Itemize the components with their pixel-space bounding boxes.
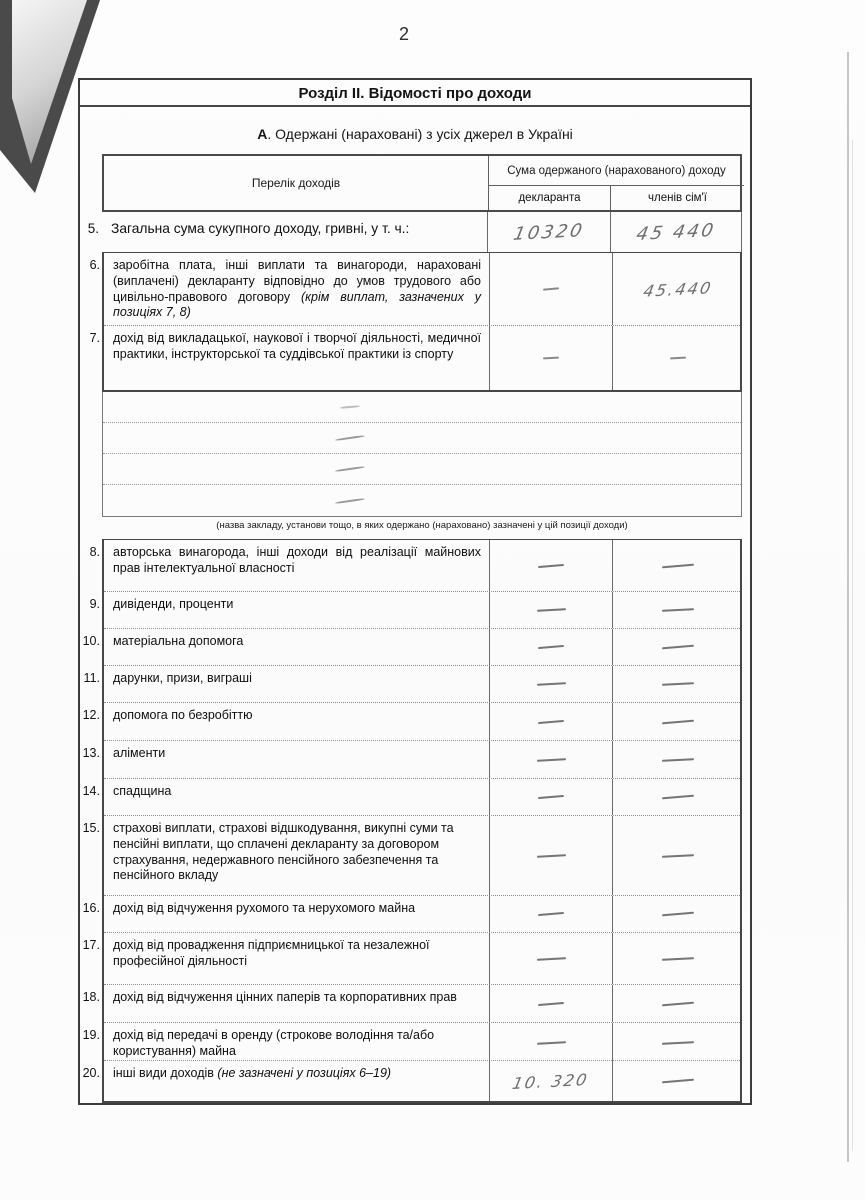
handwritten-amount: 10320 (511, 219, 587, 245)
row-description: дарунки, призи, виграші (113, 671, 252, 685)
handwritten-dash (661, 682, 693, 686)
handwritten-dash (661, 645, 693, 650)
handwritten-dash (661, 795, 693, 800)
handwritten-dash (335, 435, 365, 441)
row-description: дохід від провадження підприємницької та незалежної професійної діяльності (113, 938, 430, 968)
row-description: заробітна плата, інші виплати та винагороди, нараховані (виплачені) декларанту відповідно до умов трудового або цивільно-правового договору (крім виплат, зазначених у позиціях 7, 8) (113, 258, 481, 320)
handwritten-dash (538, 563, 564, 567)
income-row (82, 896, 740, 933)
declarant-value-cell (489, 896, 612, 932)
row-description: дохід від передачі в оренду (строкове володіння та/або користування) майна (113, 1028, 435, 1058)
declarant-value-cell (489, 592, 612, 628)
table-header (102, 154, 742, 212)
institution-blank-row (103, 454, 741, 485)
income-row (82, 985, 740, 1023)
declarant-value-cell (489, 741, 612, 778)
declarant-value-cell (489, 629, 612, 665)
row-number: 11. (83, 671, 100, 685)
income-row (82, 741, 740, 779)
handwritten-dash (538, 795, 564, 799)
family-value-cell (612, 896, 742, 932)
institution-blank-row (103, 392, 741, 423)
declarant-value-cell (489, 985, 612, 1022)
handwritten-dash (669, 357, 685, 359)
column-header-family: членів сім'ї (648, 192, 707, 204)
handwritten-dash (661, 1001, 693, 1006)
handwritten-dash (335, 466, 365, 472)
family-value-cell (612, 592, 742, 628)
family-value-cell (612, 985, 742, 1022)
income-row (82, 703, 740, 741)
handwritten-dash (536, 854, 565, 858)
income-row (89, 253, 740, 326)
handwritten-dash (538, 912, 564, 916)
row-description: матеріальна допомога (113, 634, 244, 648)
row-number: 6. (89, 258, 100, 272)
row-number: 16. (82, 901, 100, 915)
declarant-value-cell (489, 779, 612, 815)
rows-8-20-box (82, 539, 742, 1103)
declarant-value-cell (487, 212, 610, 252)
handwritten-dash (538, 645, 564, 649)
handwritten-dash (661, 758, 693, 762)
column-header-sum: Сума одержаного (нарахованого) доходу (489, 156, 744, 186)
row-number: 15. (82, 821, 100, 835)
family-value-cell (612, 1061, 742, 1101)
handwritten-dash (661, 719, 693, 724)
income-row (82, 779, 740, 816)
institution-blank-row (103, 423, 741, 454)
handwritten-dash (536, 1041, 565, 1045)
handwritten-dash (661, 957, 693, 961)
handwritten-dash (536, 682, 565, 686)
family-value-cell (612, 629, 742, 665)
handwritten-amount: 10. 320 (511, 1069, 591, 1093)
row-description: дохід від відчуження цінних паперів та корпоративних прав (113, 990, 457, 1004)
subsection-letter: А (257, 126, 268, 142)
subsection-heading (80, 126, 750, 144)
handwritten-dash (538, 719, 564, 723)
handwritten-dash (538, 1001, 564, 1005)
handwritten-amount: 45 440 (634, 219, 718, 245)
handwritten-dash (543, 288, 559, 291)
row-number: 13. (82, 746, 100, 760)
rows-6-7-box (89, 252, 742, 392)
row-description: аліменти (113, 746, 166, 760)
page-number: 2 (399, 24, 411, 44)
family-value-cell (612, 741, 742, 778)
row-description: дохід від відчуження рухомого та нерухомого майна (113, 901, 416, 915)
income-row (82, 1061, 740, 1101)
declarant-value-cell (489, 703, 612, 740)
row-number: 14. (82, 784, 100, 798)
row-number: 20. (82, 1066, 100, 1080)
handwritten-dash (340, 405, 360, 408)
declarant-value-cell (489, 1061, 612, 1101)
handwritten-dash (543, 357, 559, 359)
family-value-cell (612, 540, 742, 591)
sub-header-row (489, 186, 744, 210)
row-number: 9. (89, 597, 100, 611)
declarant-value-cell (489, 326, 612, 390)
row-number: 7. (89, 331, 100, 345)
declarant-value-cell (489, 933, 612, 984)
family-value-cell (612, 326, 742, 390)
declaration-form (78, 78, 752, 1105)
scan-edge-line (847, 52, 849, 1162)
row-description: інші види доходів (не зазначені у позиціях 6–19) (113, 1066, 392, 1080)
row-description: дивіденди, проценти (113, 597, 234, 611)
declarant-value-cell (489, 666, 612, 702)
column-header-sum-group (489, 156, 744, 210)
family-value-cell (612, 933, 742, 984)
handwritten-dash (661, 1041, 693, 1045)
family-value-cell (612, 666, 742, 702)
handwritten-dash (536, 957, 565, 961)
declarant-value-cell (489, 816, 612, 895)
row-number: 5. (87, 221, 99, 236)
declarant-value-cell (489, 1023, 612, 1063)
handwritten-dash (661, 912, 693, 917)
handwritten-amount: 45.440 (641, 277, 714, 301)
column-header-declarant: декларанта (489, 186, 611, 210)
income-row (89, 326, 740, 390)
row-number: 19. (82, 1028, 100, 1042)
scan-edge-line-light (852, 140, 853, 1150)
handwritten-dash (661, 1079, 693, 1084)
institution-blank-row (103, 485, 741, 516)
family-value-cell (612, 779, 742, 815)
income-table (82, 154, 742, 1103)
row-description: Загальна сума сукупного доходу, гривні, у т. ч.: (111, 221, 410, 236)
handwritten-dash (536, 758, 565, 762)
family-value-cell (612, 816, 742, 895)
income-row (82, 629, 740, 666)
family-value-cell (612, 253, 742, 325)
declarant-value-cell (489, 253, 612, 325)
subsection-text: . Одержані (нараховані) з усіх джерел в Україні (267, 126, 573, 142)
row-number: 12. (82, 708, 100, 722)
income-row (82, 1023, 740, 1061)
handwritten-dash (335, 498, 365, 504)
section-title: Розділ II. Відомості про доходи (80, 80, 750, 107)
row-number: 8. (89, 545, 100, 559)
institution-blank-lines (102, 392, 742, 517)
row-description: страхові виплати, страхові відшкодування, викупні суми та пенсійні виплати, що сплачені декларанту за договором страхування, недержавного пенсійного забезпечення та пенсійного вкладу (113, 821, 454, 883)
row-description: авторська винагорода, інші доходи від реалізації майнових прав інтелектуальної власності (113, 545, 481, 575)
family-value-cell (612, 1023, 742, 1063)
handwritten-dash (536, 608, 565, 612)
row-number: 17. (82, 938, 100, 952)
row-description: допомога по безробіттю (113, 708, 253, 722)
row-number: 10. (82, 634, 100, 648)
row-description: дохід від викладацької, наукової і творчої діяльності, медичної практики, інструкторської та суддівської практики із спорту (113, 331, 481, 361)
income-row (82, 933, 740, 985)
column-header-income-list: Перелік доходів (104, 156, 489, 210)
income-row (82, 816, 740, 896)
handwritten-dash (661, 854, 693, 858)
declarant-value-cell (489, 540, 612, 591)
institution-note: (назва закладу, установи тощо, в яких одержано (нараховано) зазначені у цій позиції доходи) (216, 520, 628, 531)
family-value-cell (610, 212, 742, 252)
row-description: спадщина (113, 784, 172, 798)
income-row-5 (87, 212, 742, 252)
income-row (83, 666, 740, 703)
family-value-cell (612, 703, 742, 740)
income-row (89, 592, 740, 629)
row-number: 18. (82, 990, 100, 1004)
handwritten-dash (661, 563, 693, 568)
income-row (89, 540, 740, 592)
handwritten-dash (661, 608, 693, 612)
